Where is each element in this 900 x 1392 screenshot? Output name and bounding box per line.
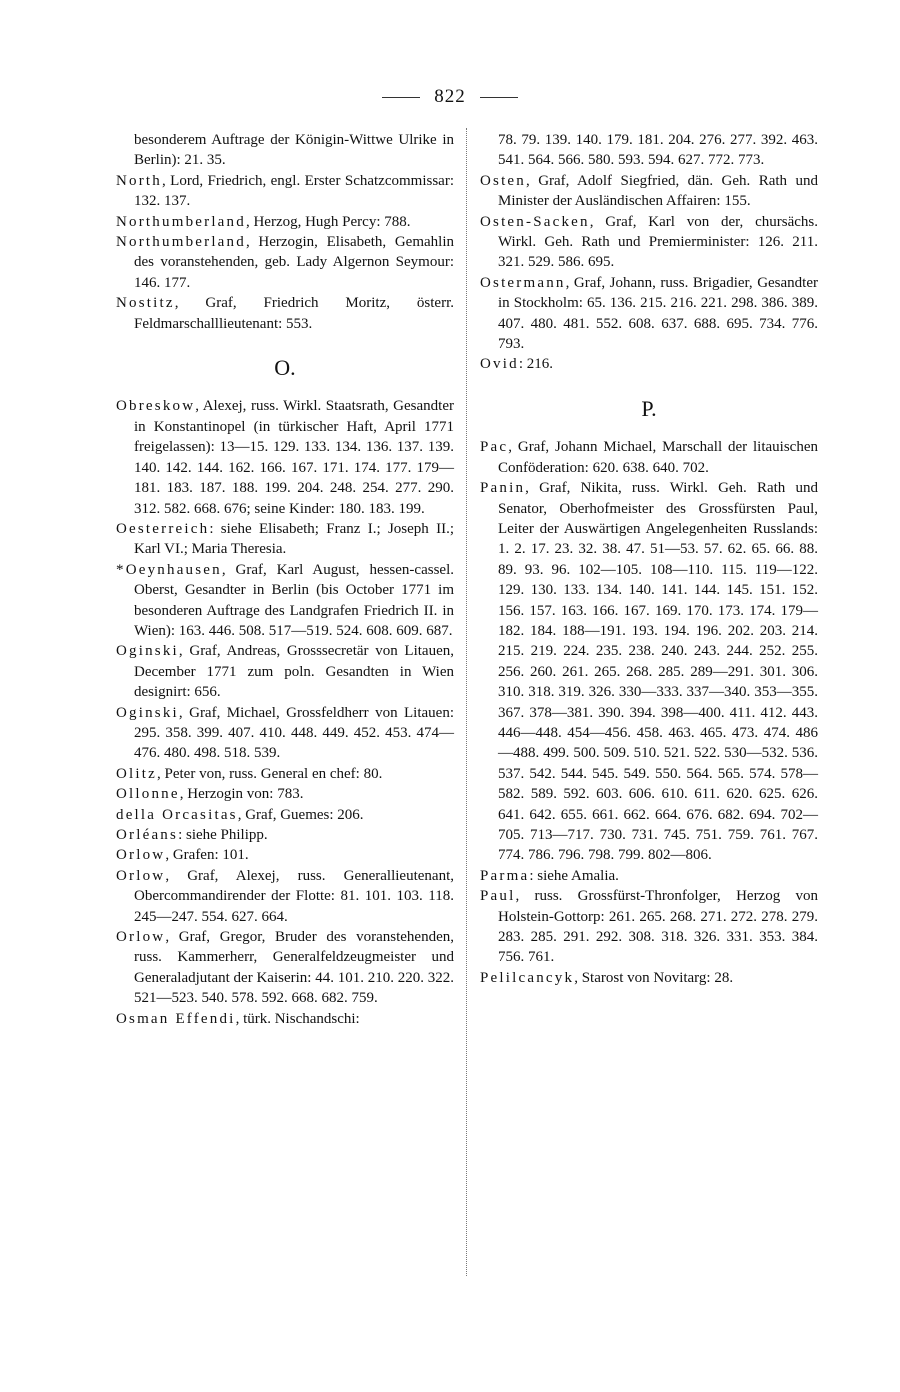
index-entry-name: Paul: [480, 888, 516, 905]
index-entry: [116, 396, 454, 518]
index-entry: [480, 171, 818, 212]
index-entry: [480, 212, 818, 273]
index-entry: [116, 784, 454, 804]
index-entry-name: Obreskow: [116, 398, 196, 415]
index-entry-details: , Peter von, russ. General en chef: 80.: [157, 765, 383, 782]
section-letter: O.: [274, 355, 296, 381]
index-entry: [116, 212, 454, 232]
index-entry-name: Orléans: [116, 827, 179, 843]
index-entry-name: Oginski: [116, 643, 179, 660]
index-entry-continuation: 78. 79. 139. 140. 179. 181. 204. 276. 277. 392. 463. 541. 564. 566. 580. 593. 594. 627. 772. 773.: [498, 132, 818, 169]
index-entry-details: , Graf, Karl August, hessen-cassel. Oberst, Gesandter in Berlin (bis October 1771 im besonderen Auftrage des Landgrafen Friedrich II. in Wien): 163. 446. 508. 517—519. 524. 608. 609. 687.: [134, 561, 454, 639]
index-entry-details: , russ. Grossfürst-Thronfolger, Herzog von Holstein-Gottorp: 261. 265. 268. 271. 272. 278. 279. 283. 285. 291. 292. 308. 318. 326. 331. 353. 384. 756. 761.: [498, 888, 818, 966]
index-entry-details: : siehe Amalia.: [529, 867, 619, 884]
index-entry-details: , Graf, Adolf Siegfried, dän. Geh. Rath und Minister der Ausländischen Affairen: 155.: [498, 172, 818, 210]
index-entry-continuation: besonderem Auftrage der Königin-Wittwe Ulrike in Berlin): 21. 35.: [134, 132, 454, 169]
index-entry: [116, 764, 454, 784]
index-entry: [480, 273, 818, 355]
index-entry-name: Pac: [480, 439, 509, 456]
header-rule-right: [480, 97, 518, 98]
index-entry: [480, 886, 818, 968]
index-entry-details: , Herzog, Hugh Percy: 788.: [245, 213, 411, 230]
index-entry-name: Osman Effendi: [116, 1010, 236, 1027]
index-entry-name: Northumberland: [116, 213, 246, 230]
index-entry-name: Northumberland: [116, 234, 246, 251]
index-entry-details: , Graf, Johann Michael, Marschall der litauischen Conföderation: 620. 638. 640. 702.: [498, 439, 818, 476]
index-entry: [480, 354, 818, 374]
left-index-column: [116, 130, 454, 1029]
index-entry-name: Nostitz: [116, 295, 175, 312]
index-entry-details: , Graf, Alexej, russ. Generallieutenant, Obercommandirender der Flotte: 81. 101. 103. 118. 245—247. 554. 627. 664.: [134, 867, 454, 925]
index-entry: [116, 641, 454, 702]
index-entry: [480, 968, 818, 988]
index-entry-name: Oesterreich: [116, 520, 210, 537]
index-entry: [116, 519, 454, 560]
header-rule-left: [382, 97, 420, 98]
index-entry-details: , Alexej, russ. Wirkl. Staatsrath, Gesandter in Konstantinopel (in türkischer Haft, April 1771 freigelassen): 13—15. 129. 133. 134. 136. 137. 139. 140. 142. 144. 162. 166. 167. 171. 174. 177. 179—181. 183. 187. 188. 199. 204. 248. 254. 277. 290. 312. 582. 668. 676; seine Kinder: 180. 183. 199.: [134, 398, 454, 517]
right-index-column: [480, 130, 818, 988]
index-entry-details: , Graf, Karl von der, chursächs. Wirkl. Geh. Rath und Premierminister: 126. 211. 321. 529. 586. 695.: [498, 213, 818, 271]
index-entry-details: , Graf, Michael, Grossfeldherr von Litauen: 295. 358. 399. 407. 410. 448. 449. 452. 453. 474—476. 480. 498. 518. 539.: [134, 704, 454, 762]
index-entry-name: Orlow: [116, 847, 166, 864]
section-letter: P.: [641, 395, 657, 421]
index-entry: [116, 293, 454, 334]
index-entry-details: , Herzogin von: 783.: [179, 786, 304, 803]
index-entry: [480, 437, 818, 478]
index-entry: [116, 560, 454, 642]
index-entry-name: Parma: [480, 867, 530, 884]
index-entry-name: *Oeynhausen: [116, 561, 222, 578]
index-entry: [116, 927, 454, 1009]
index-entry-name: Orlow: [116, 929, 166, 946]
index-entry-name: North: [116, 172, 162, 189]
index-entry-name: Ollonne: [116, 786, 180, 803]
index-entry-name: Orlow: [116, 867, 166, 884]
index-entry-details: , Herzogin, Elisabeth, Gemahlin des voranstehenden, geb. Lady Algernon Seymour: 146. 177.: [134, 234, 454, 291]
index-entry: [116, 232, 454, 293]
index-entry-name: Pelilcancyk: [480, 969, 575, 986]
index-entry-details: , Graf, Guemes: 206.: [237, 806, 364, 823]
index-entry: [116, 866, 454, 927]
index-entry-details: , Graf, Johann, russ. Brigadier, Gesandter in Stockholm: 65. 136. 215. 216. 221. 298. 386. 389. 407. 480. 481. 552. 608. 637. 688. 695. 734. 776. 793.: [498, 274, 818, 353]
index-entry: [116, 845, 454, 865]
index-entry: [116, 171, 454, 212]
index-entry-details: : siehe Philipp.: [178, 827, 268, 843]
page-header: [0, 86, 900, 108]
index-entry-details: , Graf, Friedrich Moritz, österr. Feldmarschalllieutenant: 553.: [134, 295, 454, 332]
index-entry-name: della Orcasitas: [116, 806, 238, 823]
index-entry-details: , Starost von Novitarg: 28.: [574, 969, 734, 986]
index-entry-name: Ovid: [480, 356, 519, 373]
index-entry-name: Ostermann: [480, 274, 566, 291]
index-entry-details: , türk. Nischandschi:: [235, 1010, 360, 1027]
index-entry: [480, 478, 818, 866]
index-entry-details: : 216.: [518, 356, 553, 373]
index-entry: [116, 1009, 454, 1029]
index-entry-details: , Graf, Gregor, Bruder des voranstehenden, russ. Kammerherr, Generalfeldzeugmeister und Generaladjutant der Kaiserin: 44. 101. 210. 220. 322. 521—523. 540. 578. 592. 668. 682. 759.: [134, 929, 454, 1007]
index-entry-details: , Graf, Nikita, russ. Wirkl. Geh. Rath und Senator, Oberhofmeister des Grossfürsten Paul, Leiter der Auswärtigen Angelegenheiten Russlands: 1. 2. 17. 23. 32. 38. 47. 51—53. 57. 62. 65. 66. 88. 89. 93. 96. 102—105. 108—110. 115. 119—122. 129. 130. 133. 134. 140. 141. 144. 145. 151. 152. 156. 157. 163. 166. 167. 169. 170. 173. 174. 179—182. 184. 188—191. 193. 194. 196. 202. 203. 214. 215. 219. 224. 235. 238. 240. 243. 244. 252. 255. 256. 260. 261. 265. 268. 285. 289—291. 301. 306. 310. 318. 319. 326. 330—333. 337—340. 353—355. 367. 378—381. 390. 394. 398—400. 411. 412. 443. 446—448. 454—456. 458. 463. 465. 473. 474. 486—488. 499. 500. 509. 510. 521. 522. 530—532. 536. 537. 542. 544. 545. 549. 550. 564. 565. 574. 578—582. 589. 592. 603. 606. 610. 611. 620. 625. 626. 641. 642. 655. 661. 662. 664. 676. 682. 694. 702—705. 713—717. 730. 731. 745. 751. 759. 761. 767. 774. 786. 796. 798. 799. 802—806.: [498, 480, 818, 864]
column-divider: [466, 128, 467, 1276]
index-entry-details: , Grafen: 101.: [165, 847, 249, 864]
page-number: 822: [434, 86, 466, 107]
index-entry: [116, 703, 454, 764]
index-entry-details: : siehe Elisabeth; Franz I.; Joseph II.; Karl VI.; Maria Theresia.: [134, 520, 454, 558]
index-entry-details: , Graf, Andreas, Grosssecretär von Litauen, December 1771 zum poln. Gesandten in Wien designirt: 656.: [134, 643, 454, 701]
index-entry: [116, 805, 454, 825]
index-entry-name: Oginski: [116, 704, 179, 721]
index-entry-name: Olitz: [116, 765, 157, 782]
index-entry-details: , Lord, Friedrich, engl. Erster Schatzcommissar: 132. 137.: [134, 172, 454, 210]
index-entry-name: Osten-Sacken: [480, 213, 590, 230]
index-entry-name: Panin: [480, 480, 526, 497]
index-entry: [480, 866, 818, 886]
index-entry-name: Osten: [480, 172, 526, 189]
index-entry: [116, 825, 454, 845]
